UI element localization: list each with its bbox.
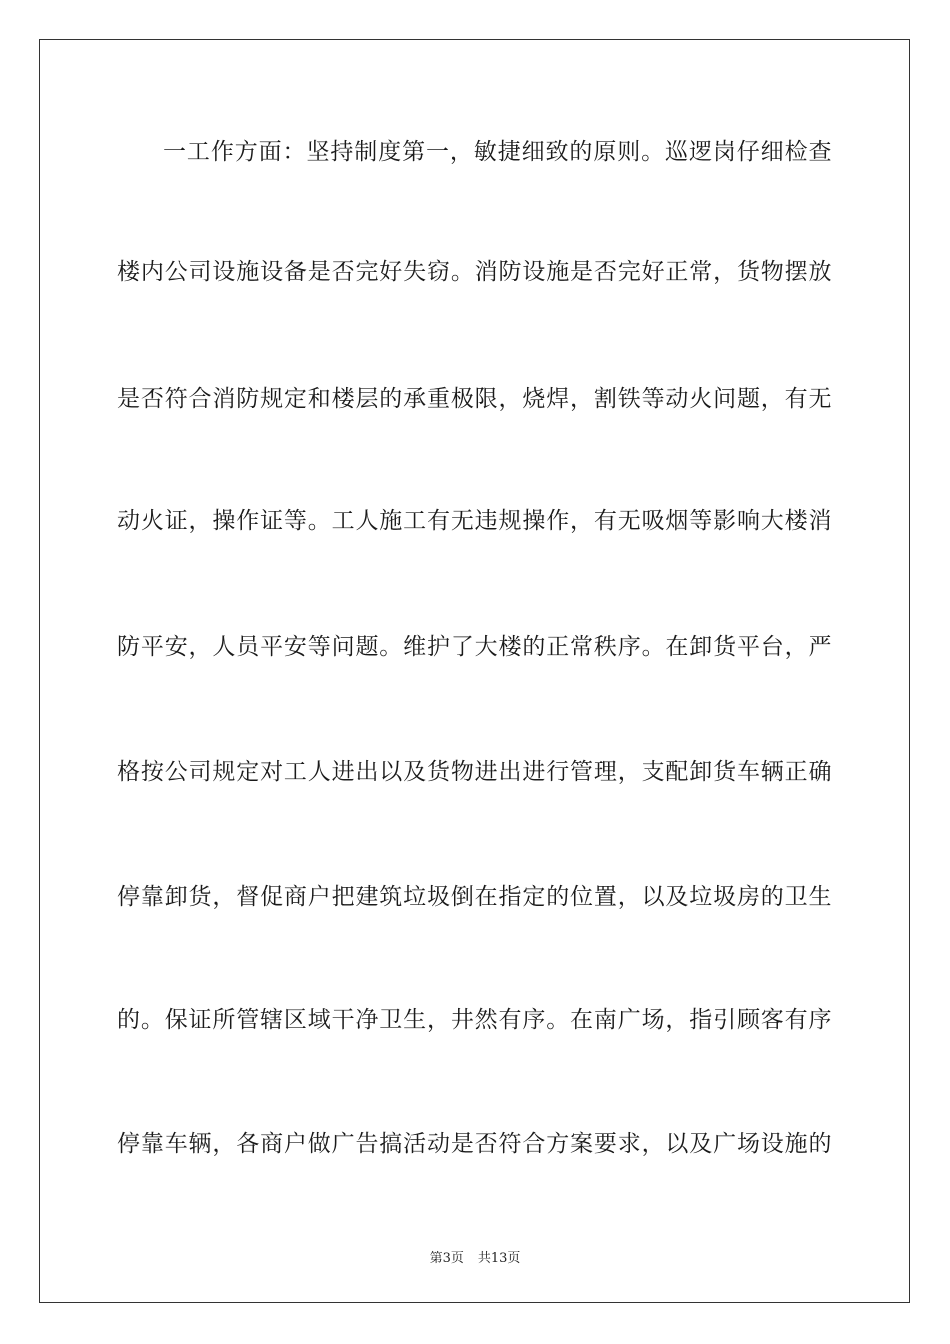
page-number: 第3页 (429, 1251, 464, 1266)
paragraph-line-5: 防平安，人员平安等问题。维护了大楼的正常秩序。在卸货平台，严 (117, 634, 832, 660)
paragraph-line-3: 是否符合消防规定和楼层的承重极限，烧焊，割铁等动火问题，有无 (117, 386, 832, 412)
paragraph-line-7: 停靠卸货，督促商户把建筑垃圾倒在指定的位置，以及垃圾房的卫生 (117, 884, 832, 910)
paragraph-line-6: 格按公司规定对工人进出以及货物进出进行管理，支配卸货车辆正确 (117, 759, 832, 785)
paragraph-line-8: 的。保证所管辖区域干净卫生，井然有序。在南广场，指引顾客有序 (117, 1007, 832, 1033)
paragraph-line-1: 一工作方面：坚持制度第一，敏捷细致的原则。巡逻岗仔细检查 (163, 139, 832, 165)
paragraph-line-4: 动火证，操作证等。工人施工有无违规操作，有无吸烟等影响大楼消 (117, 508, 832, 534)
page-border (39, 39, 910, 1303)
paragraph-line-2: 楼内公司设施设备是否完好失窃。消防设施是否完好正常，货物摆放 (117, 259, 832, 285)
page-footer (0, 1247, 950, 1266)
total-pages: 共13页 (477, 1251, 521, 1266)
paragraph-line-9: 停靠车辆，各商户做广告搞活动是否符合方案要求，以及广场设施的 (117, 1131, 832, 1157)
